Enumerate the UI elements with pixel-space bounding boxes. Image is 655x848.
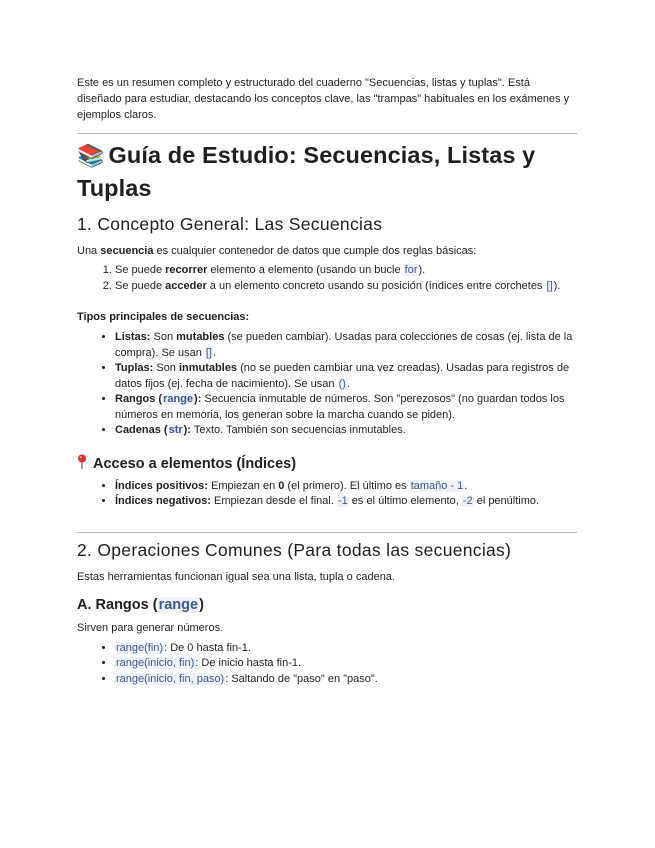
range-intro: Sirven para generar números. [77, 621, 224, 634]
index-list [77, 479, 577, 510]
page-title [77, 139, 577, 204]
list-item: • Tuplas: Son inmutables (no se pueden cambiar una vez creadas). Usadas para registros de datos fijos (ej. fecha de nacimiento). Se usan (). [115, 361, 577, 392]
section-2-intro: Estas herramientas funcionan igual sea una lista, tupla o cadena. [77, 570, 395, 583]
types-heading: Tipos principales de secuencias: [77, 311, 250, 323]
list-item: • Índices positivos: Empiezan en 0 (el primero). El último es tamaño - 1. [115, 479, 577, 495]
intro-paragraph: Este es un resumen completo y estructurado del cuaderno "Secuencias, listas y tuplas". Está diseñado para estudiar, destacando los conceptos clave, las "trampas" habituales en los exámenes y ejemplos claros. [77, 77, 570, 121]
list-item: • Cadenas (str): Texto. También son secuencias inmutables. [115, 423, 577, 439]
list-item: 1. Se puede recorrer elemento a elemento (usando un bucle for). [115, 263, 577, 279]
list-item: 2. Se puede acceder a un elemento concreto usando su posición (índices entre corchetes []). [115, 279, 577, 295]
sequence-types-list [77, 330, 577, 439]
list-item: • range(fin): De 0 hasta fin-1. [115, 641, 577, 657]
range-heading: A. Rangos (range) [77, 596, 204, 613]
divider [77, 133, 577, 134]
document-content [77, 75, 577, 687]
sequence-rules-list [77, 263, 577, 294]
access-heading: Acceso a elementos (Índices) [77, 454, 577, 474]
divider [77, 532, 577, 533]
list-item: • Índices negativos: Empiezan desde el final. -1 es el último elemento, -2 el penúltimo. [115, 494, 577, 510]
pin-icon [77, 454, 87, 470]
list-item: • Listas: Son mutables (se pueden cambiar). Usadas para colecciones de cosas (ej. lista de la compra). Se usan []. [115, 330, 577, 361]
range-list [77, 641, 577, 688]
page-title-text: Guía de Estudio: Secuencias, Listas y Tuplas [77, 142, 536, 201]
list-item: • range(inicio, fin, paso): Saltando de "paso" en "paso". [115, 672, 577, 688]
list-item: • Rangos (range): Secuencia inmutable de números. Son "perezosos" (no guardan todos los números en memoria, los generan sobre la marcha cuando se piden). [115, 392, 577, 423]
sequence-definition: Una secuencia es cualquier contenedor de datos que cumple dos reglas básicas: [77, 245, 477, 257]
section-2-heading: 2. Operaciones Comunes (Para todas las secuencias) [77, 539, 512, 560]
section-1-heading: 1. Concepto General: Las Secuencias [77, 214, 383, 234]
books-icon: 📚 [77, 143, 105, 168]
list-item: • range(inicio, fin): De inicio hasta fin-1. [115, 656, 577, 672]
